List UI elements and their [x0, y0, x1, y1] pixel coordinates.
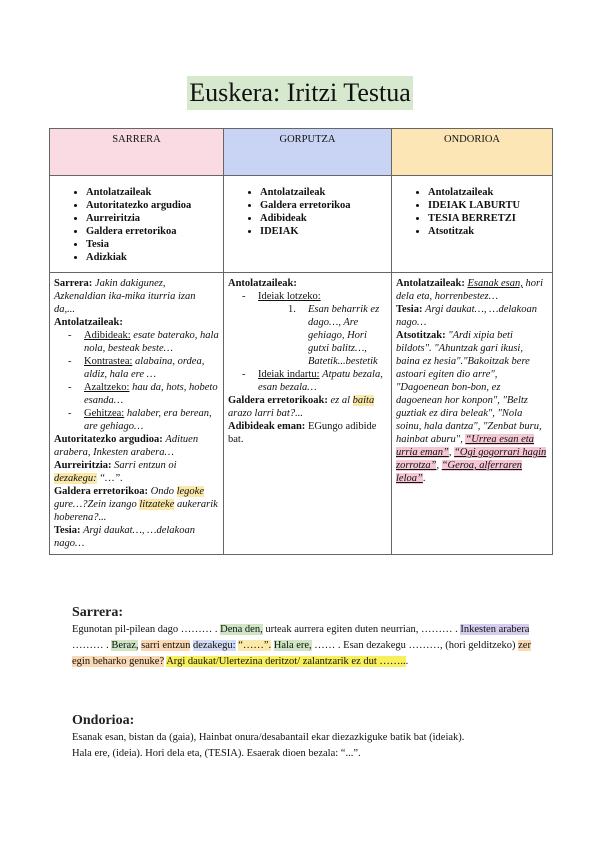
item-label: Ideiak indartu:: [258, 369, 320, 380]
highlight: legoke: [176, 486, 204, 497]
item-label: Kontrastea:: [84, 356, 133, 367]
text: aukerarik hoberena?...: [54, 499, 218, 523]
paragraph-line: Esanak esan, bistan da (gaia), Hainbat onura/desabantail ekar diezazkiguke batik bat (ideiak).: [72, 732, 465, 743]
highlight: Dena den,: [220, 624, 263, 635]
label: Antolatzaileak:: [228, 278, 297, 289]
highlight: litzateke: [139, 499, 175, 510]
list-item: • Tesia: [86, 238, 219, 251]
highlight: baita: [352, 395, 375, 406]
label: Antolatzaileak:: [54, 317, 123, 328]
summary-sarrera: [50, 176, 224, 273]
detail-ondorioa: Antolatzaileak: Esanak esan, hori dela eta, horrenbestez… Tesia: Argi daukat…, …delakoan nago… Atsotitzak: "Ardi xipia beti bildots". "Ahuntzak gari ikusi, baina ez hesia"."Bakoitzak bere astoari egiten dio arre", "Dagoenean bon-bon, ez dagoenean hor konpon", "Beltz guztiak ez dira beleak", "Nola soinu, hala dantza", "Zenbat buru, hainbat aburu", “Urrea esan eta urria eman”, “Ogi gogorrari hagin zorrotza”, “Geroa, alferraren leloa”.: [392, 273, 553, 555]
text: "Ardi xipia beti bildots". "Ahuntzak gari ikusi, baina ez hesia"."Bakoitzak bere astoari egiten dio arre", "Dagoenean bon-bon, ez dagoenean hor konpon", "Beltz guztiak ez dira beleak", "Nola soinu, hala dantza", "Zenbat buru, hainbat aburu",: [396, 330, 542, 445]
section-heading: Ondorioa:: [72, 713, 135, 728]
item-label: Gehitzea:: [84, 408, 125, 419]
item-label: Azaltzeko:: [84, 382, 130, 393]
item-label: Ideiak lotzeko:: [258, 291, 321, 302]
text: Adituen arabera, Inkesten arabera…: [54, 434, 199, 458]
list-item: • Antolatzaileak: [260, 186, 387, 199]
structure-table: [49, 128, 553, 555]
text: .: [405, 656, 409, 667]
label: Sarrera:: [54, 278, 93, 289]
highlight: zer egin beharko genuke?: [72, 640, 531, 667]
label: Aurreiritzia:: [54, 460, 112, 471]
highlight: Argi daukat/Ulertezina deritzot/ zalantzarik ez dut ……..: [166, 656, 406, 667]
highlight: “Ogi gogorrari hagin zorrotza”: [396, 447, 547, 471]
list-item: • Autoritatezko argudioa: [86, 199, 219, 212]
highlight: “Urrea esan eta urria eman”: [396, 434, 534, 458]
text: Argi daukat…, …delakoan nago…: [54, 525, 195, 549]
item-text: Atpatu bezala, esan bezala…: [258, 369, 383, 393]
highlight: dezakegu:: [193, 640, 236, 651]
section-heading: Sarrera:: [72, 605, 124, 620]
text: ez al: [330, 395, 350, 406]
detail-sarrera: [50, 273, 224, 555]
label: Galdera erretorikoak:: [228, 395, 328, 406]
list-item: • Antolatzaileak: [86, 186, 219, 199]
summary-gorputza: [224, 176, 392, 273]
list-item: • Aurreiritzia: [86, 212, 219, 225]
list-item: • Galdera erretorikoa: [86, 225, 219, 238]
text: gure…?Zein izango: [54, 499, 137, 510]
item-text: hau da, hots, hobeto esanda…: [84, 382, 218, 406]
item-text: esate baterako, hala nola, besteak beste…: [84, 330, 219, 354]
list-item: • IDEIAK: [260, 225, 387, 238]
list-item: • Adizkiak: [86, 251, 219, 264]
text: .: [422, 473, 426, 484]
text: Jakin dakigunez, Azkenaldian ika-mika iturria izan da,...: [54, 278, 196, 315]
item-text: Esan beharrik ez dago…, Are gehiago, Hori gutxi balitz…, Batetik...bestetik: [308, 304, 380, 367]
text: Ondo: [150, 486, 174, 497]
item-label: Adibideak:: [84, 330, 131, 341]
highlight: Hala ere,: [273, 640, 312, 651]
summary-ondorioa: [392, 176, 553, 273]
list-item: • Atsotitzak: [428, 225, 548, 238]
text: “…”.: [99, 473, 123, 484]
text: arazo larri bat?...: [228, 408, 303, 419]
label: Galdera erretorikoa:: [54, 486, 148, 497]
header-gorputza: GORPUTZA: [224, 129, 392, 176]
text: Esanak esan,: [467, 278, 523, 289]
highlight: dezakegu:: [54, 473, 97, 484]
highlight: “Geroa, alferraren leloa”: [396, 460, 523, 484]
highlight: sarri entzun: [141, 640, 191, 651]
highlight: Beraz,: [111, 640, 139, 651]
header-sarrera: SARRERA: [50, 129, 224, 176]
label: Atsotitzak:: [396, 330, 446, 341]
list-item: • Antolatzaileak: [428, 186, 548, 199]
item-text: alabaina, ordea, aldiz, hala ere …: [84, 356, 205, 380]
label: Antolatzaileak:: [396, 278, 465, 289]
text: urteak aurrera egiten duten neurrian, ……… .: [265, 624, 458, 635]
list-item: • IDEIAK LABURTU: [428, 199, 548, 212]
text: Egunotan pil-pilean dago ……… .: [72, 624, 218, 635]
item-text: halaber, era berean, are gehiago…: [84, 408, 212, 432]
text: …… . Esan dezakegu ………, (hori gelditzeko): [314, 640, 516, 651]
label: Adibideak eman:: [228, 421, 306, 432]
text: hori dela eta, horrenbestez…: [396, 278, 544, 302]
sarrera-section: [72, 604, 542, 670]
detail-gorputza: [224, 273, 392, 555]
text: EGungo adibide bat.: [228, 421, 377, 445]
label: Tesia:: [396, 304, 423, 315]
label: Tesia:: [54, 525, 81, 536]
highlight: “……”.: [238, 640, 272, 651]
text: ……… .: [72, 640, 109, 651]
text: Sarri entzun oi: [114, 460, 177, 471]
page-title: Euskera: Iritzi Testua: [187, 76, 413, 110]
header-ondorioa: ONDORIOA: [392, 129, 553, 176]
ondorioa-section: [72, 712, 542, 762]
list-item: • Galdera erretorikoa: [260, 199, 387, 212]
list-item: • TESIA BERRETZI: [428, 212, 548, 225]
text: Argi daukat…, …delakoan nago…: [396, 304, 537, 328]
label: Autoritatezko argudioa:: [54, 434, 163, 445]
highlight: Inkesten arabera: [460, 624, 530, 635]
page-title-wrap: [0, 76, 600, 110]
list-item: • Adibideak: [260, 212, 387, 225]
paragraph-line: Hala ere, (ideia). Hori dela eta, (TESIA). Esaerak dioen bezala: “...”.: [72, 748, 361, 759]
